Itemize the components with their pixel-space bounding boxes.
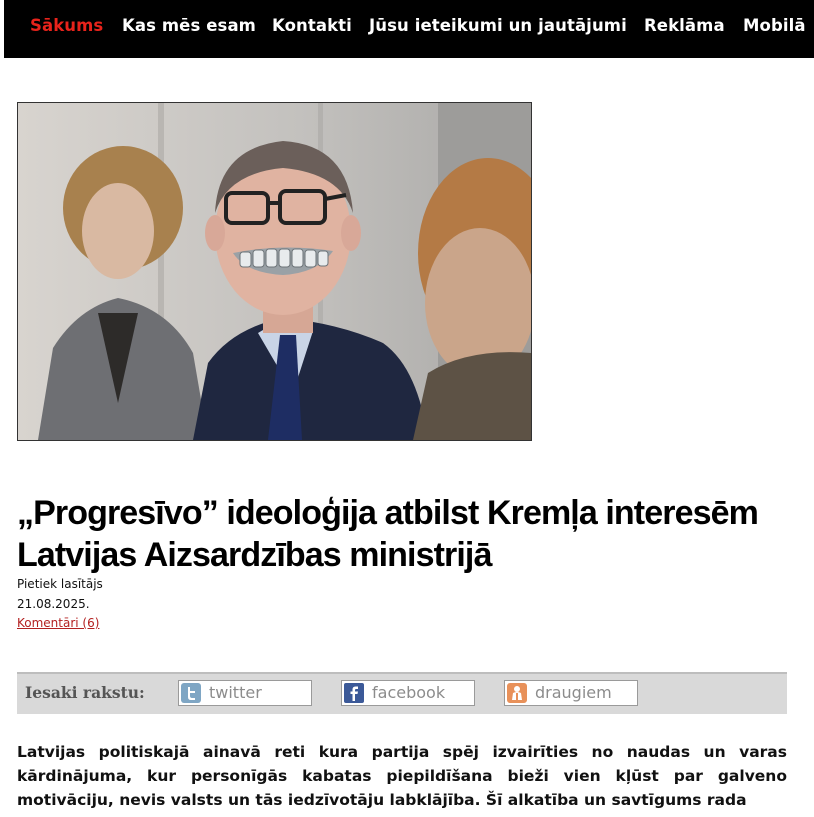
share-bar <box>17 672 787 714</box>
nav-item-mobila[interactable]: Mobilā <box>743 16 806 35</box>
nav-item-kas-mes-esam[interactable]: Kas mēs esam <box>122 16 256 35</box>
twitter-icon <box>181 683 201 703</box>
share-label: Iesaki rakstu: <box>25 683 145 702</box>
share-twitter-label: twitter <box>209 683 262 702</box>
article-title: „Progresīvo” ideoloģija atbilst Kremļa interesēm Latvijas Aizsardzības ministrijā <box>17 494 758 574</box>
share-twitter-button[interactable] <box>178 680 312 706</box>
comments-link[interactable]: Komentāri (6) <box>17 616 100 630</box>
nav-item-sakums[interactable]: Sākums <box>30 16 104 35</box>
top-navigation <box>4 0 814 58</box>
nav-item-ieteikumi[interactable]: Jūsu ieteikumi un jautājumi <box>369 16 627 35</box>
share-draugiem-label: draugiem <box>535 683 612 702</box>
draugiem-icon <box>507 683 527 703</box>
nav-item-reklama[interactable]: Reklāma <box>644 16 725 35</box>
article-author: Pietiek lasītājs <box>17 577 103 591</box>
article-date: 21.08.2025. <box>17 597 90 611</box>
facebook-icon <box>344 683 364 703</box>
share-facebook-label: facebook <box>372 683 446 702</box>
article-photo-illustration <box>18 103 531 440</box>
nav-item-kontakti[interactable]: Kontakti <box>272 16 352 35</box>
article-body: Latvijas politiskajā ainavā reti kura partija spēj izvairīties no naudas un varas kārdinājuma, kur personīgās kabatas piepildīšana bieži vien kļūst par galveno motivāciju, nevis valsts un tās iedzīvotāju labklājība. Šī alkatība un savtīgums rada <box>17 743 787 809</box>
share-facebook-button[interactable] <box>341 680 475 706</box>
share-draugiem-button[interactable] <box>504 680 638 706</box>
article-photo[interactable] <box>17 102 532 441</box>
